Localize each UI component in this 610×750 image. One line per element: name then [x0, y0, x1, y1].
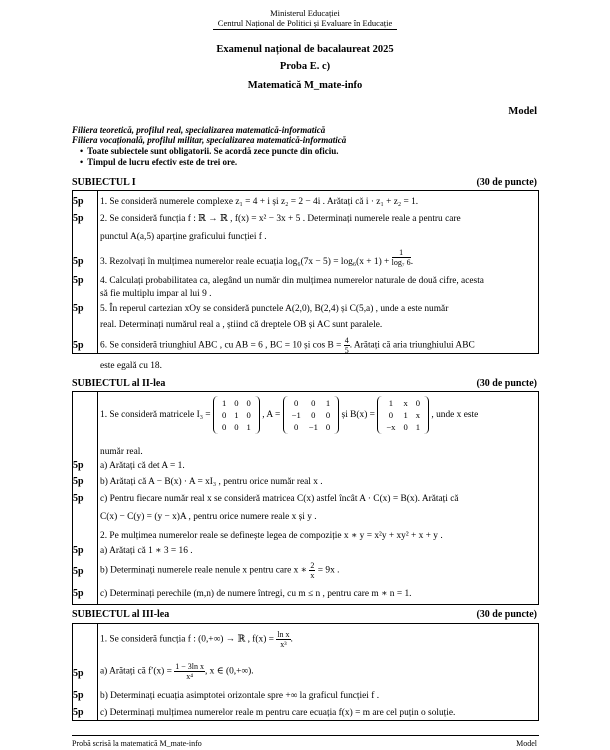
- s2-p2-a: a) Arătați că 1 ∗ 3 = 16 .: [100, 546, 193, 556]
- s2-p1-c-a: c) Pentru fiecare număr real x se consideră matricea C(x) astfel încât A · C(x) = B(x). Arătați că: [100, 494, 459, 504]
- matrix-i3-table: [213, 396, 260, 434]
- s2-problem-2-intro: 2. Pe mulțimea numerelor reale se definește legea de compoziție x ∗ y = x²y + xy² + x + y .: [100, 531, 443, 541]
- matrix-b-row: [383, 398, 423, 408]
- score-s1-6: 5p: [73, 340, 84, 351]
- matrix-a-cell: 1: [325, 398, 331, 408]
- matrix-a-cell: 0: [325, 422, 331, 432]
- s2-p1-c-b: C(x) − C(y) = (y − x)A , pentru orice numere reale x și y .: [100, 512, 317, 522]
- fraction-numerator: 4: [344, 336, 349, 345]
- s2-problem-1-intro: [100, 396, 537, 434]
- matrix-b-cell: 1: [403, 410, 408, 420]
- proba-title: Proba E. c): [279, 61, 331, 72]
- score-s2-2c: 5p: [73, 588, 84, 599]
- matrix-b-cell: −x: [386, 422, 396, 432]
- s2-p1-a: a) Arătați că det A = 1.: [100, 461, 185, 471]
- matrix-b: [377, 396, 429, 434]
- matrix-b-cell: x: [415, 410, 421, 420]
- footer-divider: [72, 735, 539, 736]
- model-label: Model: [508, 106, 537, 117]
- matrix-i3-row: [219, 410, 254, 420]
- s1-item-2a: 2. Se consideră funcția f : ℝ → ℝ , f(x) = x² − 3x + 5 . Determinați numerele reale a pentru care: [100, 214, 461, 224]
- fraction-denominator: x: [310, 571, 315, 580]
- s1-item-6-text: 6. Se consideră triunghiul ABC , cu AB = 6 , BC = 10 și cos B =: [100, 340, 342, 351]
- matrix-i3: [213, 396, 260, 434]
- matrix-b-row: [383, 422, 423, 432]
- section-2-points: (30 de puncte): [476, 378, 537, 389]
- fraction-numerator: 1 − 3ln x: [175, 662, 204, 671]
- score-s1-1: 5p: [73, 196, 84, 207]
- s1-item-5a: 5. În reperul cartezian xOy se consideră punctele A(2,0), B(2,4) și C(5,a) , unde a este număr: [100, 304, 449, 314]
- s2-p1-intro-a: 1. Se consideră matricele I₃ =: [100, 410, 211, 421]
- section-1-score-divider: [97, 190, 98, 354]
- matrix-a-cell: 0: [294, 422, 299, 432]
- s3-a: [100, 662, 537, 681]
- s1-item-6a: [100, 336, 537, 355]
- ministry-name: Ministerul Educației: [270, 8, 340, 18]
- s3-c: c) Determinați mulțimea numerelor reale m pentru care ecuația f(x) = m are cel puțin o soluție.: [100, 708, 456, 718]
- matrix-i3-cell: 0: [246, 398, 251, 408]
- matrix-a: [283, 396, 340, 434]
- score-s1-5: 5p: [73, 303, 84, 314]
- fraction-numerator: ln x: [277, 630, 290, 639]
- matrix-b-row: [383, 410, 423, 420]
- score-s1-3: 5p: [73, 256, 84, 267]
- matrix-a-cell: 0: [294, 398, 299, 408]
- score-s1-2: 5p: [73, 213, 84, 224]
- section-2-score-divider: [97, 391, 98, 605]
- matrix-b-cell: 0: [415, 398, 421, 408]
- info-bullet-1: • Toate subiectele sunt obligatorii. Se acordă zece puncte din oficiu.: [80, 146, 339, 157]
- matrix-i3-row: [219, 422, 254, 432]
- s1-item-6-text-2: . Arătați că aria triunghiului ABC: [349, 340, 475, 351]
- fraction-numerator: 1: [392, 248, 411, 258]
- matrix-i3-cell: 0: [246, 410, 251, 420]
- matrix-a-cell: 0: [311, 398, 316, 408]
- matrix-i3-cell: 0: [221, 410, 227, 420]
- score-s1-4: 5p: [73, 275, 84, 286]
- matrix-i3-cell: 1: [221, 398, 227, 408]
- s3-intro-fraction: [276, 630, 290, 649]
- section-2-title: SUBIECTUL al II-lea: [72, 378, 166, 389]
- matrix-b-table: [377, 396, 429, 434]
- info-line-1: Filiera teoretică, profilul real, specializarea matematică-informatică: [72, 125, 326, 135]
- header-divider: [213, 29, 397, 30]
- matrix-a-row: [289, 410, 334, 420]
- matrix-i3-cell: 0: [234, 422, 239, 432]
- center-name: Centrul Național de Politici și Evaluare în Educație: [217, 18, 393, 28]
- score-s2-1a: 5p: [73, 460, 84, 471]
- score-s3-c: 5p: [73, 707, 84, 718]
- matrix-b-cell: 1: [388, 398, 394, 408]
- matrix-a-row: [289, 422, 334, 432]
- score-s2-1b: 5p: [73, 476, 84, 487]
- s2-p2-b: [100, 561, 537, 580]
- matrix-i3-row: [219, 398, 254, 408]
- score-s2-2a: 5p: [73, 545, 84, 556]
- fraction-denominator: 5: [344, 346, 349, 355]
- footer-right: Model: [516, 739, 537, 748]
- s3-intro: [100, 630, 537, 649]
- fraction-denominator: log₇ 6: [391, 258, 411, 268]
- s1-item-3-end: .: [410, 257, 414, 267]
- matrix-b-cell: 1: [415, 422, 421, 432]
- section-1-points: (30 de puncte): [476, 177, 537, 188]
- fraction-denominator: x⁴: [186, 672, 193, 681]
- s1-item-4a: 4. Calculați probabilitatea ca, alegând un număr din mulțimea numerelor naturale de două cifre, acesta: [100, 276, 484, 286]
- exam-title: Examenul național de bacalaureat 2025: [216, 44, 394, 55]
- s2-p2-b-text: b) Determinați numerele reale nenule x pentru care x ∗: [100, 565, 308, 576]
- s1-item-4b: să fie multiplu impar al lui 9 .: [100, 289, 212, 299]
- matrix-i3-cell: 1: [234, 410, 239, 420]
- matrix-a-cell: 0: [311, 410, 316, 420]
- s3-a-end: , x ∈ (0,+∞).: [204, 666, 254, 677]
- s3-intro-end: .: [290, 634, 293, 645]
- score-s2-1c: 5p: [73, 493, 84, 504]
- s1-item-3: [100, 248, 537, 269]
- matrix-a-table: [283, 396, 340, 434]
- s3-a-text: a) Arătați că f′(x) =: [100, 666, 172, 677]
- fraction-denominator: x³: [280, 640, 287, 649]
- s1-item-1: 1. Se consideră numerele complexe z₁ = 4 + i și z₂ = 2 − 4i . Arătați că i · z₁ + z₂ = 1.: [100, 197, 419, 207]
- s2-p2-c: c) Determinați perechile (m,n) de numere întregi, cu m ≤ n , pentru care m ∗ n = 1.: [100, 589, 412, 599]
- score-s3-a: 5p: [73, 668, 84, 679]
- s1-item-5b: real. Determinați numărul real a , știind că dreptele OB și AC sunt paralele.: [100, 320, 383, 330]
- info-line-2: Filiera vocațională, profilul militar, specializarea matematică-informatică: [72, 135, 347, 145]
- s2-p1-intro-b: , A =: [262, 410, 281, 421]
- s2-p2-b-end: = 9x .: [317, 565, 340, 576]
- s2-p2-b-fraction: [309, 561, 315, 580]
- s1-item-3-text: 3. Rezolvați în mulțimea numerelor reale ecuația log₆(7x − 5) = log₆(x + 1) +: [100, 257, 390, 267]
- fraction-numerator: 2: [310, 561, 315, 570]
- s2-p1-intro-d: , unde x este: [431, 410, 479, 421]
- matrix-i3-cell: 0: [234, 398, 239, 408]
- s1-item-6b: este egală cu 18.: [100, 361, 162, 371]
- matrix-a-cell: 0: [325, 410, 331, 420]
- footer-left: Probă scrisă la matematică M_mate-info: [72, 739, 202, 748]
- s2-p1-b: b) Arătați că A − B(x) · A = xI₃ , pentru orice număr real x .: [100, 477, 323, 487]
- section-3-title: SUBIECTUL al III-lea: [72, 609, 170, 620]
- s3-a-fraction: [174, 662, 205, 681]
- matrix-i3-cell: 1: [246, 422, 251, 432]
- section-1-title: SUBIECTUL I: [72, 177, 136, 188]
- matrix-a-cell: −1: [308, 422, 318, 432]
- matrix-a-cell: −1: [291, 410, 301, 420]
- s2-p1-intro-e: număr real.: [100, 447, 143, 457]
- subject-title: Matematică M_mate-info: [247, 80, 363, 91]
- matrix-b-cell: x: [403, 398, 408, 408]
- matrix-b-cell: 0: [388, 410, 394, 420]
- matrix-a-row: [289, 398, 334, 408]
- s1-item-3-fraction: [391, 248, 414, 268]
- score-s3-b: 5p: [73, 690, 84, 701]
- section-3-score-divider: [97, 623, 98, 721]
- matrix-b-cell: 0: [403, 422, 408, 432]
- section-3-points: (30 de puncte): [476, 609, 537, 620]
- matrix-i3-cell: 0: [221, 422, 227, 432]
- s2-p1-intro-c: și B(x) =: [341, 410, 375, 421]
- s3-b: b) Determinați ecuația asimptotei orizontale spre +∞ la graficul funcției f .: [100, 691, 380, 701]
- s1-item-2b: punctul A(a,5) aparține graficului funcției f .: [100, 232, 267, 242]
- s3-intro-text: 1. Se consideră funcția f : (0,+∞) → ℝ , f(x) =: [100, 634, 274, 645]
- info-bullet-2: • Timpul de lucru efectiv este de trei ore.: [80, 157, 237, 168]
- score-s2-2b: 5p: [73, 566, 84, 577]
